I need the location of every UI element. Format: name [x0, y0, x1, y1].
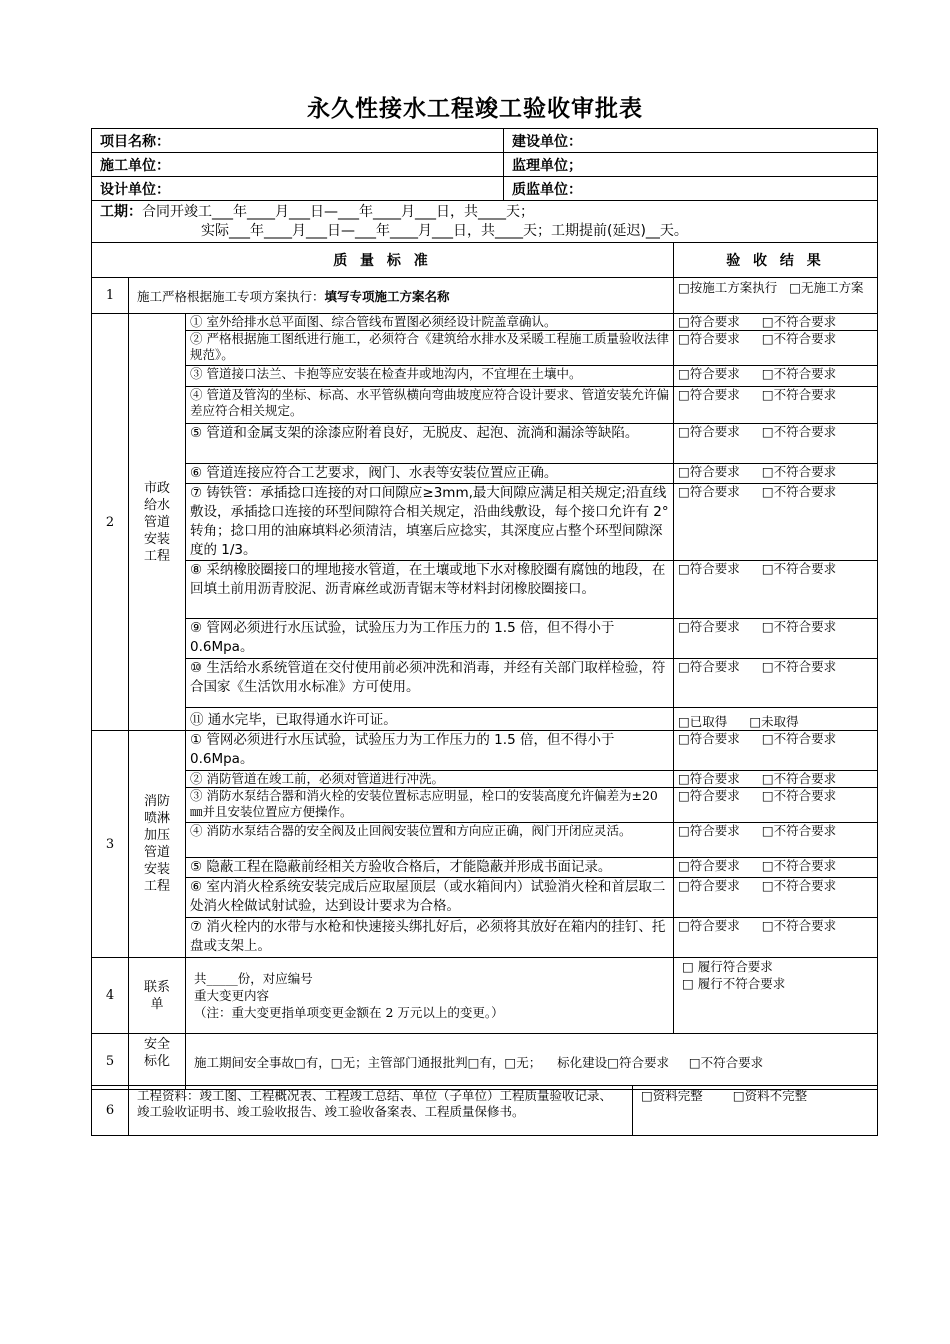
- row-number: 2: [92, 314, 129, 731]
- option-noncompliant: □ 履行不符合要求: [682, 976, 786, 991]
- builder-field[interactable]: 施工单位：: [92, 153, 504, 177]
- result-options[interactable]: [674, 366, 878, 387]
- row-5: [92, 1034, 878, 1090]
- option-follow-scheme[interactable]: □按施工方案执行: [678, 280, 778, 295]
- s3-item-1: [92, 731, 878, 771]
- option-yes: □符合要求: [678, 366, 740, 381]
- standard-column-header: 质 量 标 准: [92, 243, 674, 278]
- result-options[interactable]: [674, 708, 878, 731]
- standard-item: ⑧ 采纳橡胶圈接口的埋地接水管道，在土壤或地下水对橡胶圈有腐蚀的地段，在回填土前用沥青胶泥、沥青麻丝或沥青锯末等材料封闭橡胶圈接口。: [186, 561, 674, 619]
- row-number: 5: [92, 1034, 129, 1090]
- standard-item: ⑨ 管网必须进行水压试验，试验压力为工作压力的 1.5 倍，但不得小于 0.6Mpa。: [186, 619, 674, 659]
- supervisor-field[interactable]: 监理单位；: [504, 153, 878, 177]
- option-no: □不符合要求: [761, 878, 837, 893]
- option-no: □不符合要求: [761, 561, 837, 576]
- result-options[interactable]: [674, 731, 878, 771]
- category-label: 安全标化: [129, 1034, 186, 1090]
- result-options[interactable]: [674, 788, 878, 823]
- row-number: 3: [92, 731, 129, 958]
- option-yes: □符合要求: [678, 484, 740, 499]
- result-options[interactable]: [674, 823, 878, 858]
- major-change-note: （注：重大变更指单项变更金额在 2 万元以上的变更。）: [194, 1005, 504, 1020]
- construction-owner-field[interactable]: 建设单位：: [504, 129, 878, 153]
- option-yes: □符合要求: [678, 464, 740, 479]
- project-name-field[interactable]: 项目名称：: [92, 129, 504, 153]
- option-no: □不符合要求: [761, 387, 837, 402]
- copies-line: 共_____份，对应编号: [194, 971, 313, 986]
- option-yes: □符合要求: [678, 878, 740, 893]
- option-no: □不符合要求: [761, 771, 837, 786]
- option-no: □不符合要求: [761, 788, 837, 803]
- documents-table: [91, 1085, 878, 1136]
- row-6: [92, 1086, 878, 1136]
- result-options[interactable]: [674, 464, 878, 484]
- standard-item: ⑤ 隐蔽工程在隐蔽前经相关方验收合格后，才能隐蔽并形成书面记录。: [186, 858, 674, 878]
- option-no: □不符合要求: [761, 858, 837, 873]
- option-no: □不符合要求: [761, 484, 837, 499]
- category-label: 市政给水管道安装工程: [129, 314, 186, 731]
- standard-item: ① 管网必须进行水压试验，试验压力为工作压力的 1.5 倍，但不得小于 0.6Mpa。: [186, 731, 674, 771]
- option-no: □不符合要求: [761, 314, 837, 329]
- result-options[interactable]: [674, 619, 878, 659]
- page-title: 永久性接水工程竣工验收审批表: [307, 96, 643, 122]
- contact-sheet-field[interactable]: [186, 958, 674, 1034]
- s2-item-1: [92, 314, 878, 331]
- standard-item: ⑥ 室内消火栓系统安装完成后应取屋顶层（或水箱间内）试验消火栓和首层取二处消火栓做试射试验，达到设计要求为合格。: [186, 878, 674, 918]
- standard-item: ① 室外给排水总平面图、综合管线布置图必须经设计院盖章确认。: [186, 314, 674, 331]
- option-yes: □符合要求: [678, 331, 740, 346]
- category-label: 联系单: [129, 958, 186, 1034]
- result-options[interactable]: [674, 918, 878, 958]
- result-options[interactable]: [674, 387, 878, 424]
- period-field[interactable]: [92, 201, 878, 244]
- row-4: [92, 958, 878, 1034]
- option-yes: □符合要求: [678, 858, 740, 873]
- option-no: □不符合要求: [761, 464, 837, 479]
- option-no: □不符合要求: [761, 366, 837, 381]
- option-yes: □符合要求: [678, 387, 740, 402]
- option-no: □不符合要求: [761, 619, 837, 634]
- option-no: □不符合要求: [761, 659, 837, 674]
- result-options[interactable]: [674, 878, 878, 918]
- header-table: [91, 128, 878, 244]
- standard-item: ⑩ 生活给水系统管道在交付使用前必须冲洗和消毒，并经有关部门取样检验，符合国家《生活饮用水标准》方可使用。: [186, 659, 674, 708]
- row1-result[interactable]: [674, 278, 878, 314]
- standard-item: ⑤ 管道和金属支架的涂漆应附着良好，无脱皮、起泡、流淌和漏涂等缺陷。: [186, 424, 674, 464]
- row1-text: 施工严格根据施工专项方案执行：填写专项施工方案名称: [129, 278, 674, 314]
- option-yes: □符合要求: [678, 659, 740, 674]
- row-number: 4: [92, 958, 129, 1034]
- documents-text: 工程资料：竣工图、工程概况表、工程竣工总结、单位（子单位）工程质量验收记录、竣工验收证明书、竣工验收报告、竣工验收备案表、工程质量保修书。: [129, 1086, 633, 1136]
- row-number: 1: [92, 278, 129, 314]
- result-options[interactable]: [674, 424, 878, 464]
- standard-item: ⑦ 消火栓内的水带与水枪和快速接头绑扎好后，必须将其放好在箱内的挂钉、托盘或支架上。: [186, 918, 674, 958]
- row-1: [92, 278, 878, 314]
- result-options[interactable]: [674, 314, 878, 331]
- standard-item: ② 消防管道在竣工前，必须对管道进行冲洗。: [186, 771, 674, 788]
- row-number: 6: [92, 1086, 129, 1136]
- standard-item: ④ 管道及管沟的坐标、标高、水平管纵横向弯曲坡度应符合设计要求、管道安装允许偏差应符合相关规定。: [186, 387, 674, 424]
- quality-table: [91, 242, 878, 1090]
- category-label: 消防喷淋加压管道安装工程: [129, 731, 186, 958]
- option-no-scheme[interactable]: □无施工方案: [789, 280, 864, 295]
- major-change-line: 重大变更内容: [194, 988, 270, 1003]
- result-options[interactable]: [674, 561, 878, 619]
- standard-item: ③ 消防水泵结合器和消火栓的安装位置标志应明显，栓口的安装高度允许偏差为±20㎜并且安装位置应方便操作。: [186, 788, 674, 823]
- result-options[interactable]: [674, 771, 878, 788]
- result-options[interactable]: [674, 331, 878, 366]
- option-yes: □符合要求: [678, 561, 740, 576]
- option-yes: □符合要求: [678, 823, 740, 838]
- option-obtained: □已取得: [678, 714, 728, 729]
- option-complete: □资料完整: [641, 1088, 703, 1103]
- documents-result[interactable]: [633, 1086, 878, 1136]
- standard-item: ⑥ 管道连接应符合工艺要求，阀门、水表等安装位置应正确。: [186, 464, 674, 484]
- standard-item: ⑪ 通水完毕，已取得通水许可证。: [186, 708, 674, 731]
- option-compliant: □ 履行符合要求: [682, 959, 773, 974]
- standard-item: ③ 管道接口法兰、卡抱等应安装在检查井或地沟内，不宜埋在土壤中。: [186, 366, 674, 387]
- standard-item: ② 严格根据施工图纸进行施工，必须符合《建筑给水排水及采暖工程施工质量验收法律规范》。: [186, 331, 674, 366]
- standard-item: ⑦ 铸铁管：承插捻口连接的对口间隙应≥3mm,最大间隙应满足相关规定;沿直线敷设，承插捻口连接的环型间隙符合相关规定，沿曲线敷设，每个接口允许有 2°转角；捻口用的油麻填料必须清洁，填塞后应捻实，其深度应占整个环型间隙深度的 1/3。: [186, 484, 674, 561]
- designer-field[interactable]: 设计单位：: [92, 177, 504, 201]
- option-yes: □符合要求: [678, 788, 740, 803]
- quality-supervisor-field[interactable]: 质监单位：: [504, 177, 878, 201]
- option-yes: □符合要求: [678, 918, 740, 933]
- standard-item: ④ 消防水泵结合器的安全阀及止回阀安装位置和方向应正确，阀门开闭应灵活。: [186, 823, 674, 858]
- option-no: □不符合要求: [761, 823, 837, 838]
- option-no: □不符合要求: [761, 731, 837, 746]
- option-yes: □符合要求: [678, 771, 740, 786]
- period-line-1: 工期：合同开竣工___年____月___日—___年____月___日，共____天；: [100, 204, 534, 220]
- result-options[interactable]: [674, 484, 878, 561]
- column-header-row: [92, 243, 878, 278]
- result-column-header: 验 收 结 果: [674, 243, 878, 278]
- option-yes: □符合要求: [678, 424, 740, 439]
- option-incomplete: □资料不完整: [732, 1088, 808, 1103]
- option-yes: □符合要求: [678, 731, 740, 746]
- result-options[interactable]: [674, 858, 878, 878]
- row4-result[interactable]: [674, 958, 878, 1034]
- option-yes: □符合要求: [678, 619, 740, 634]
- safety-field[interactable]: 施工期间安全事故□有，□无；主管部门通报批判□有，□无； 标化建设□符合要求 □不符合要求: [186, 1034, 878, 1090]
- result-options[interactable]: [674, 659, 878, 708]
- option-no: □不符合要求: [761, 331, 837, 346]
- option-no: □不符合要求: [761, 918, 837, 933]
- period-line-2: 实际___年____月___日—___年____月___日，共____天；工期提前(延迟)__天。: [201, 223, 688, 239]
- scheme-name-placeholder: 填写专项施工方案名称: [324, 288, 450, 304]
- option-not-obtained: □未取得: [749, 714, 799, 729]
- option-no: □不符合要求: [761, 424, 837, 439]
- option-yes: □符合要求: [678, 314, 740, 329]
